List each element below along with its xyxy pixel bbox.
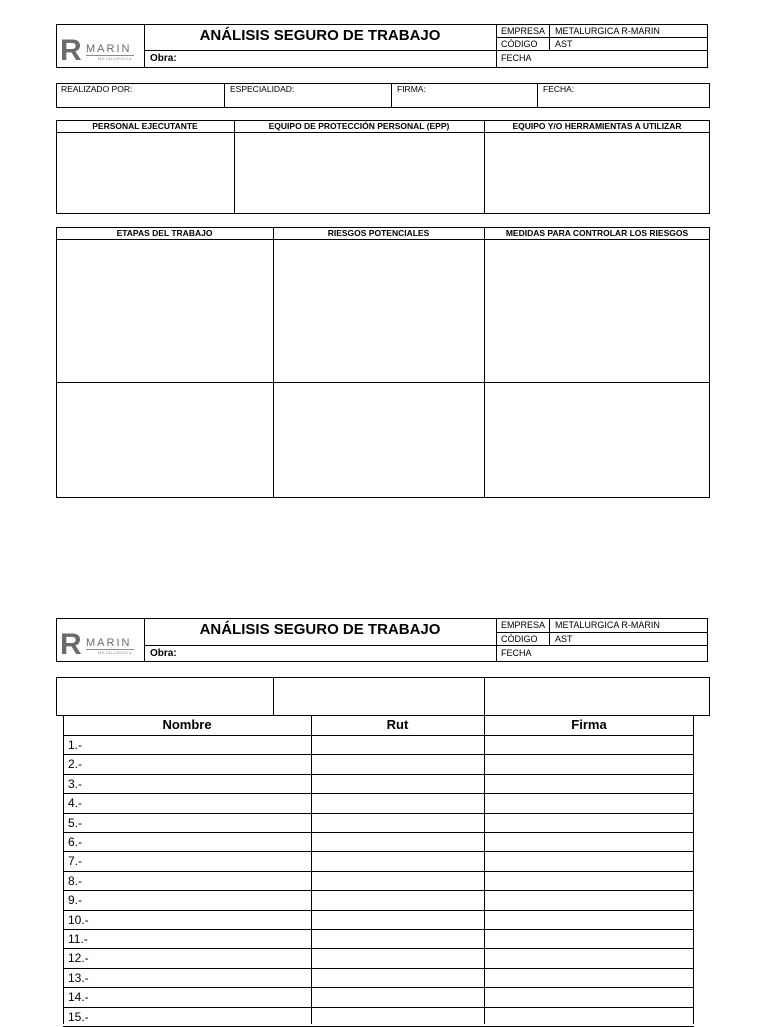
rut-cell[interactable] [312, 892, 484, 909]
row-number: 15.- [68, 1009, 89, 1024]
nombre-cell[interactable] [130, 776, 310, 793]
meta-row-divider [496, 645, 708, 646]
codigo-value: AST [555, 634, 573, 644]
rut-cell[interactable] [312, 873, 484, 890]
codigo-label: CÓDIGO [501, 39, 538, 49]
logo-letter: R [60, 628, 81, 661]
col-etapas: ETAPAS DEL TRABAJO [116, 228, 213, 238]
meta-row-divider [496, 632, 708, 633]
firma-cell[interactable] [485, 873, 693, 890]
blank-cell[interactable] [485, 678, 709, 715]
blank-cell[interactable] [274, 678, 484, 715]
col-firma: Firma [571, 717, 607, 732]
info-row [56, 83, 710, 108]
row-number: 10.- [68, 912, 89, 927]
page-title: ANÁLISIS SEGURO DE TRABAJO [199, 621, 441, 638]
realizado-por-field[interactable]: REALIZADO POR: [61, 84, 133, 94]
firma-cell[interactable] [485, 815, 693, 832]
row-number: 5.- [68, 815, 83, 830]
meta-row-divider [496, 50, 708, 51]
rut-cell[interactable] [312, 950, 484, 967]
meta-row-divider [496, 37, 708, 38]
firma-cell[interactable] [485, 892, 693, 909]
personal-ejecutante-cell[interactable] [57, 133, 234, 213]
nombre-cell[interactable] [130, 912, 310, 929]
fecha-label: FECHA [501, 53, 532, 63]
col-riesgos: RIESGOS POTENCIALES [327, 228, 430, 238]
firma-cell[interactable] [485, 834, 693, 851]
riesgos-cell[interactable] [274, 383, 484, 497]
empresa-value: METALURGICA R-MARIN [555, 620, 660, 630]
firma-cell[interactable] [485, 931, 693, 948]
nombre-cell[interactable] [130, 853, 310, 870]
medidas-cell[interactable] [485, 240, 709, 382]
nombre-cell[interactable] [130, 834, 310, 851]
rut-cell[interactable] [312, 853, 484, 870]
col-personal-ejecutante: PERSONAL EJECUTANTE [92, 121, 198, 131]
col-herramientas: EQUIPO Y/O HERRAMIENTAS A UTILIZAR [512, 121, 682, 131]
firma-cell[interactable] [485, 795, 693, 812]
info-divider [391, 83, 392, 108]
logo-subtitle: METALURGICA [98, 56, 133, 61]
row-number: 6.- [68, 835, 83, 849]
rut-cell[interactable] [312, 989, 484, 1006]
firma-cell[interactable] [485, 776, 693, 793]
logo-name: MARIN [86, 637, 132, 649]
firma-cell[interactable] [485, 853, 693, 870]
rut-cell[interactable] [312, 912, 484, 929]
nombre-cell[interactable] [130, 970, 310, 987]
riesgos-cell[interactable] [274, 240, 484, 382]
firma-cell[interactable] [485, 950, 693, 967]
nombre-cell[interactable] [130, 892, 310, 909]
empresa-label: EMPRESA [501, 620, 546, 630]
col-rut: Rut [386, 717, 409, 732]
rut-cell[interactable] [312, 737, 484, 754]
row-number: 1.- [68, 738, 83, 752]
codigo-label: CÓDIGO [501, 634, 538, 644]
logo-name: MARIN [86, 43, 132, 55]
rut-cell[interactable] [312, 756, 484, 773]
title-divider [144, 645, 497, 646]
nombre-cell[interactable] [130, 989, 310, 1006]
empresa-label: EMPRESA [501, 26, 546, 36]
rut-cell[interactable] [312, 1009, 484, 1026]
firma-cell[interactable] [485, 989, 693, 1006]
etapas-cell[interactable] [57, 383, 273, 497]
firma-cell[interactable] [485, 970, 693, 987]
meta-divider [496, 618, 497, 662]
empresa-value: METALURGICA R-MARIN [555, 26, 660, 36]
codigo-value: AST [555, 39, 573, 49]
etapas-cell[interactable] [57, 240, 273, 382]
company-logo [60, 628, 140, 661]
rut-cell[interactable] [312, 815, 484, 832]
row-number: 7.- [68, 854, 83, 869]
medidas-cell[interactable] [485, 383, 709, 497]
meta-divider [496, 24, 497, 68]
nombre-cell[interactable] [130, 931, 310, 948]
info-divider [537, 83, 538, 108]
nombre-cell[interactable] [130, 737, 310, 754]
herramientas-cell[interactable] [485, 133, 709, 213]
rut-cell[interactable] [312, 776, 484, 793]
rut-cell[interactable] [312, 970, 484, 987]
title-divider [144, 50, 497, 51]
firma-cell[interactable] [485, 1009, 693, 1026]
obra-label: Obra: [150, 648, 177, 659]
company-logo [60, 34, 140, 67]
info-divider [224, 83, 225, 108]
fecha-field[interactable]: FECHA: [543, 84, 575, 94]
logo-letter: R [60, 34, 81, 67]
col-epp: EQUIPO DE PROTECCIÓN PERSONAL (EPP) [268, 121, 450, 131]
firma-cell[interactable] [485, 756, 693, 773]
nombre-cell[interactable] [130, 815, 310, 832]
row-number: 11.- [68, 932, 88, 946]
col-nombre: Nombre [162, 717, 212, 732]
obra-label: Obra: [150, 53, 177, 64]
nombre-cell[interactable] [130, 873, 310, 890]
nombre-cell[interactable] [130, 756, 310, 773]
rut-cell[interactable] [312, 834, 484, 851]
fecha-label: FECHA [501, 648, 532, 658]
row-number: 8.- [68, 873, 83, 888]
row-number: 4.- [68, 796, 83, 811]
firma-cell[interactable] [485, 912, 693, 929]
firma-field[interactable]: FIRMA: [397, 84, 426, 94]
row-number: 2.- [68, 757, 83, 772]
row-number: 14.- [68, 990, 89, 1005]
blank-cell[interactable] [57, 678, 273, 715]
logo-subtitle: METALURGICA [98, 650, 133, 655]
col-medidas: MEDIDAS PARA CONTROLAR LOS RIESGOS [505, 228, 689, 238]
firma-cell[interactable] [485, 737, 693, 754]
row-number: 12.- [68, 951, 89, 966]
nombre-cell[interactable] [130, 1009, 310, 1026]
rut-cell[interactable] [312, 795, 484, 812]
nombre-cell[interactable] [130, 795, 310, 812]
epp-cell[interactable] [235, 133, 484, 213]
row-number: 9.- [68, 893, 83, 908]
row-number: 13.- [68, 970, 89, 985]
especialidad-field[interactable]: ESPECIALIDAD: [230, 84, 295, 94]
rut-cell[interactable] [312, 931, 484, 948]
row-number: 3.- [68, 776, 83, 791]
page-title: ANÁLISIS SEGURO DE TRABAJO [199, 27, 441, 44]
nombre-cell[interactable] [130, 950, 310, 967]
